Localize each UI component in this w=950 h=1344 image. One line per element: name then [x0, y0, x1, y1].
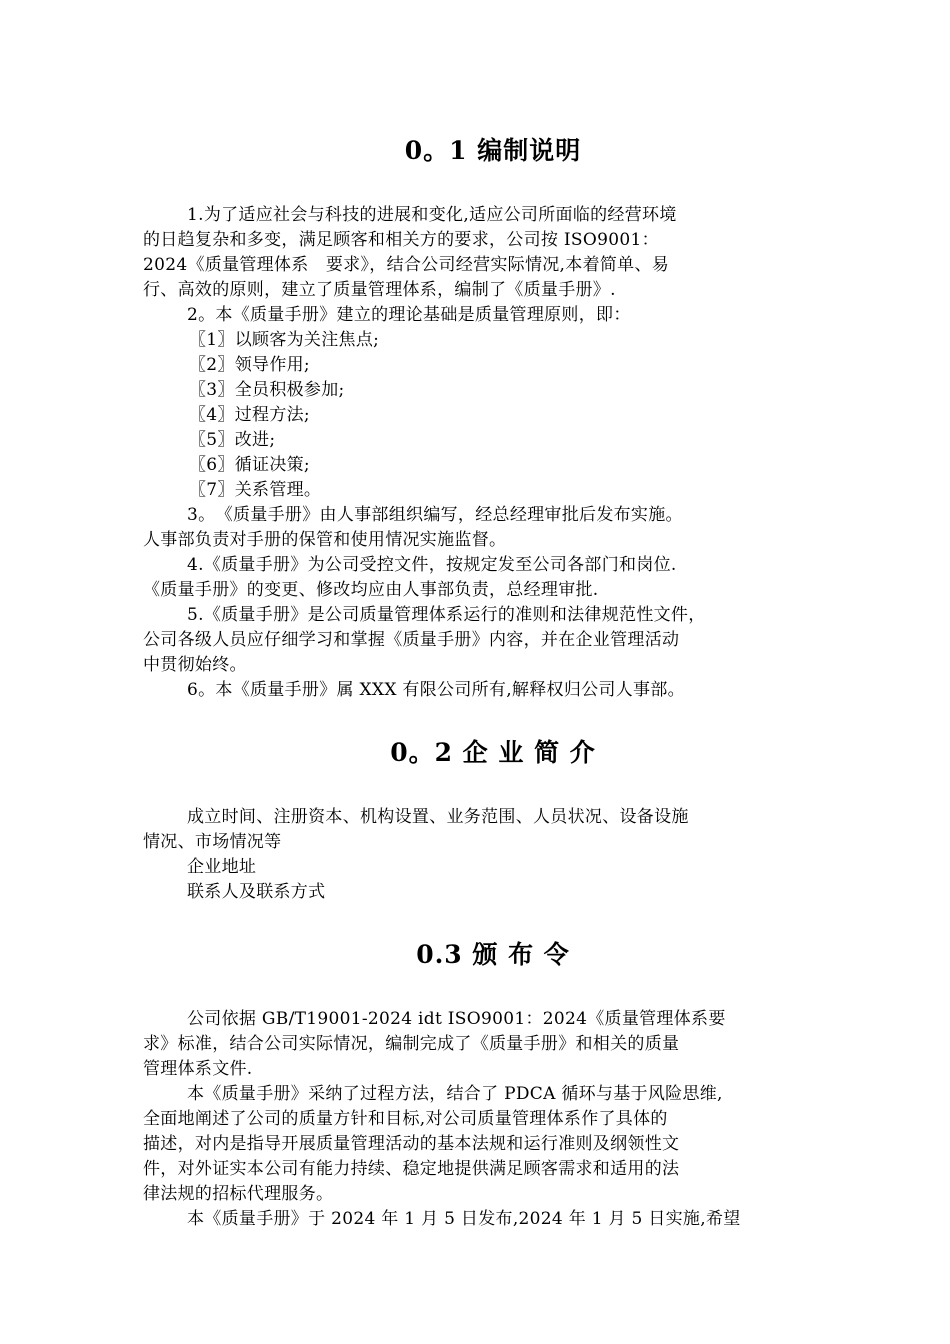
paragraph-line: 中贯彻始终。 — [143, 655, 247, 675]
paragraph-line: 联系人及联系方式 — [187, 882, 326, 902]
section-title-promulgation-order: 0.3 颁 布 令 — [416, 940, 570, 969]
paragraph-line: 行、高效的原则，建立了质量管理体系，编制了《质量手册》. — [143, 280, 616, 300]
paragraph-line: 《质量手册》的变更、修改均应由人事部负责，总经理审批. — [143, 580, 599, 600]
paragraph-line: 1.为了适应社会与科技的进展和变化,适应公司所面临的经营环境 — [187, 205, 677, 225]
section-title-preparation-notes: 0。1 编制说明 — [404, 136, 582, 165]
paragraph-line: 企业地址 — [187, 857, 257, 877]
paragraph-line: 公司依据 GB/T19001-2024 idt ISO9001：2024《质量管理体系要 — [187, 1009, 726, 1029]
paragraph-line: 的日趋复杂和多变，满足顾客和相关方的要求，公司按 ISO9001： — [143, 230, 659, 250]
paragraph-line: 情况、市场情况等 — [143, 832, 282, 852]
paragraph-line: 公司各级人员应仔细学习和掌握《质量手册》内容，并在企业管理活动 — [143, 630, 680, 650]
paragraph-line: 管理体系文件. — [143, 1059, 253, 1079]
paragraph-line: 人事部负责对手册的保管和使用情况实施监督。 — [143, 530, 507, 550]
paragraph-line: 3。 《质量手册》由人事部组织编写，经总经理审批后发布实施。 — [187, 505, 683, 525]
list-item: 〖4〗过程方法; — [189, 405, 310, 425]
paragraph-line: 描述，对内是指导开展质量管理活动的基本法规和运行准则及纲领性文 — [143, 1134, 680, 1154]
list-item: 〖7〗关系管理。 — [189, 480, 322, 500]
section-title-company-profile: 0。2 企 业 简 介 — [390, 738, 596, 767]
paragraph-line: 成立时间、注册资本、机构设置、业务范围、人员状况、设备设施 — [187, 807, 689, 827]
paragraph-line: 本《质量手册》采纳了过程方法，结合了 PDCA 循环与基于风险思维, — [187, 1084, 723, 1104]
paragraph-line: 2024《质量管理体系 要求》，结合公司经营实际情况,本着简单、易 — [143, 255, 670, 275]
paragraph-line: 求》标准，结合公司实际情况，编制完成了《质量手册》和相关的质量 — [143, 1034, 680, 1054]
paragraph-line: 律法规的招标代理服务。 — [143, 1184, 334, 1204]
paragraph-line: 2。本《质量手册》建立的理论基础是质量管理原则，即： — [187, 305, 631, 325]
paragraph-line: 4.《质量手册》为公司受控文件，按规定发至公司各部门和岗位. — [187, 555, 677, 575]
list-item: 〖6〗循证决策; — [189, 455, 310, 475]
paragraph-line: 6。本《质量手册》属 XXX 有限公司所有,解释权归公司人事部。 — [187, 680, 685, 700]
list-item: 〖5〗改进; — [189, 430, 276, 450]
paragraph-line: 5.《质量手册》是公司质量管理体系运行的准则和法律规范性文件， — [187, 605, 706, 625]
list-item: 〖3〗全员积极参加; — [189, 380, 345, 400]
paragraph-line: 本《质量手册》于 2024 年 1 月 5 日发布,2024 年 1 月 5 日实施,希望 — [187, 1209, 741, 1229]
paragraph-line: 件，对外证实本公司有能力持续、稳定地提供满足顾客需求和适用的法 — [143, 1159, 680, 1179]
list-item: 〖1〗以顾客为关注焦点; — [189, 330, 380, 350]
paragraph-line: 全面地阐述了公司的质量方针和目标,对公司质量管理体系作了具体的 — [143, 1109, 668, 1129]
list-item: 〖2〗领导作用; — [189, 355, 310, 375]
